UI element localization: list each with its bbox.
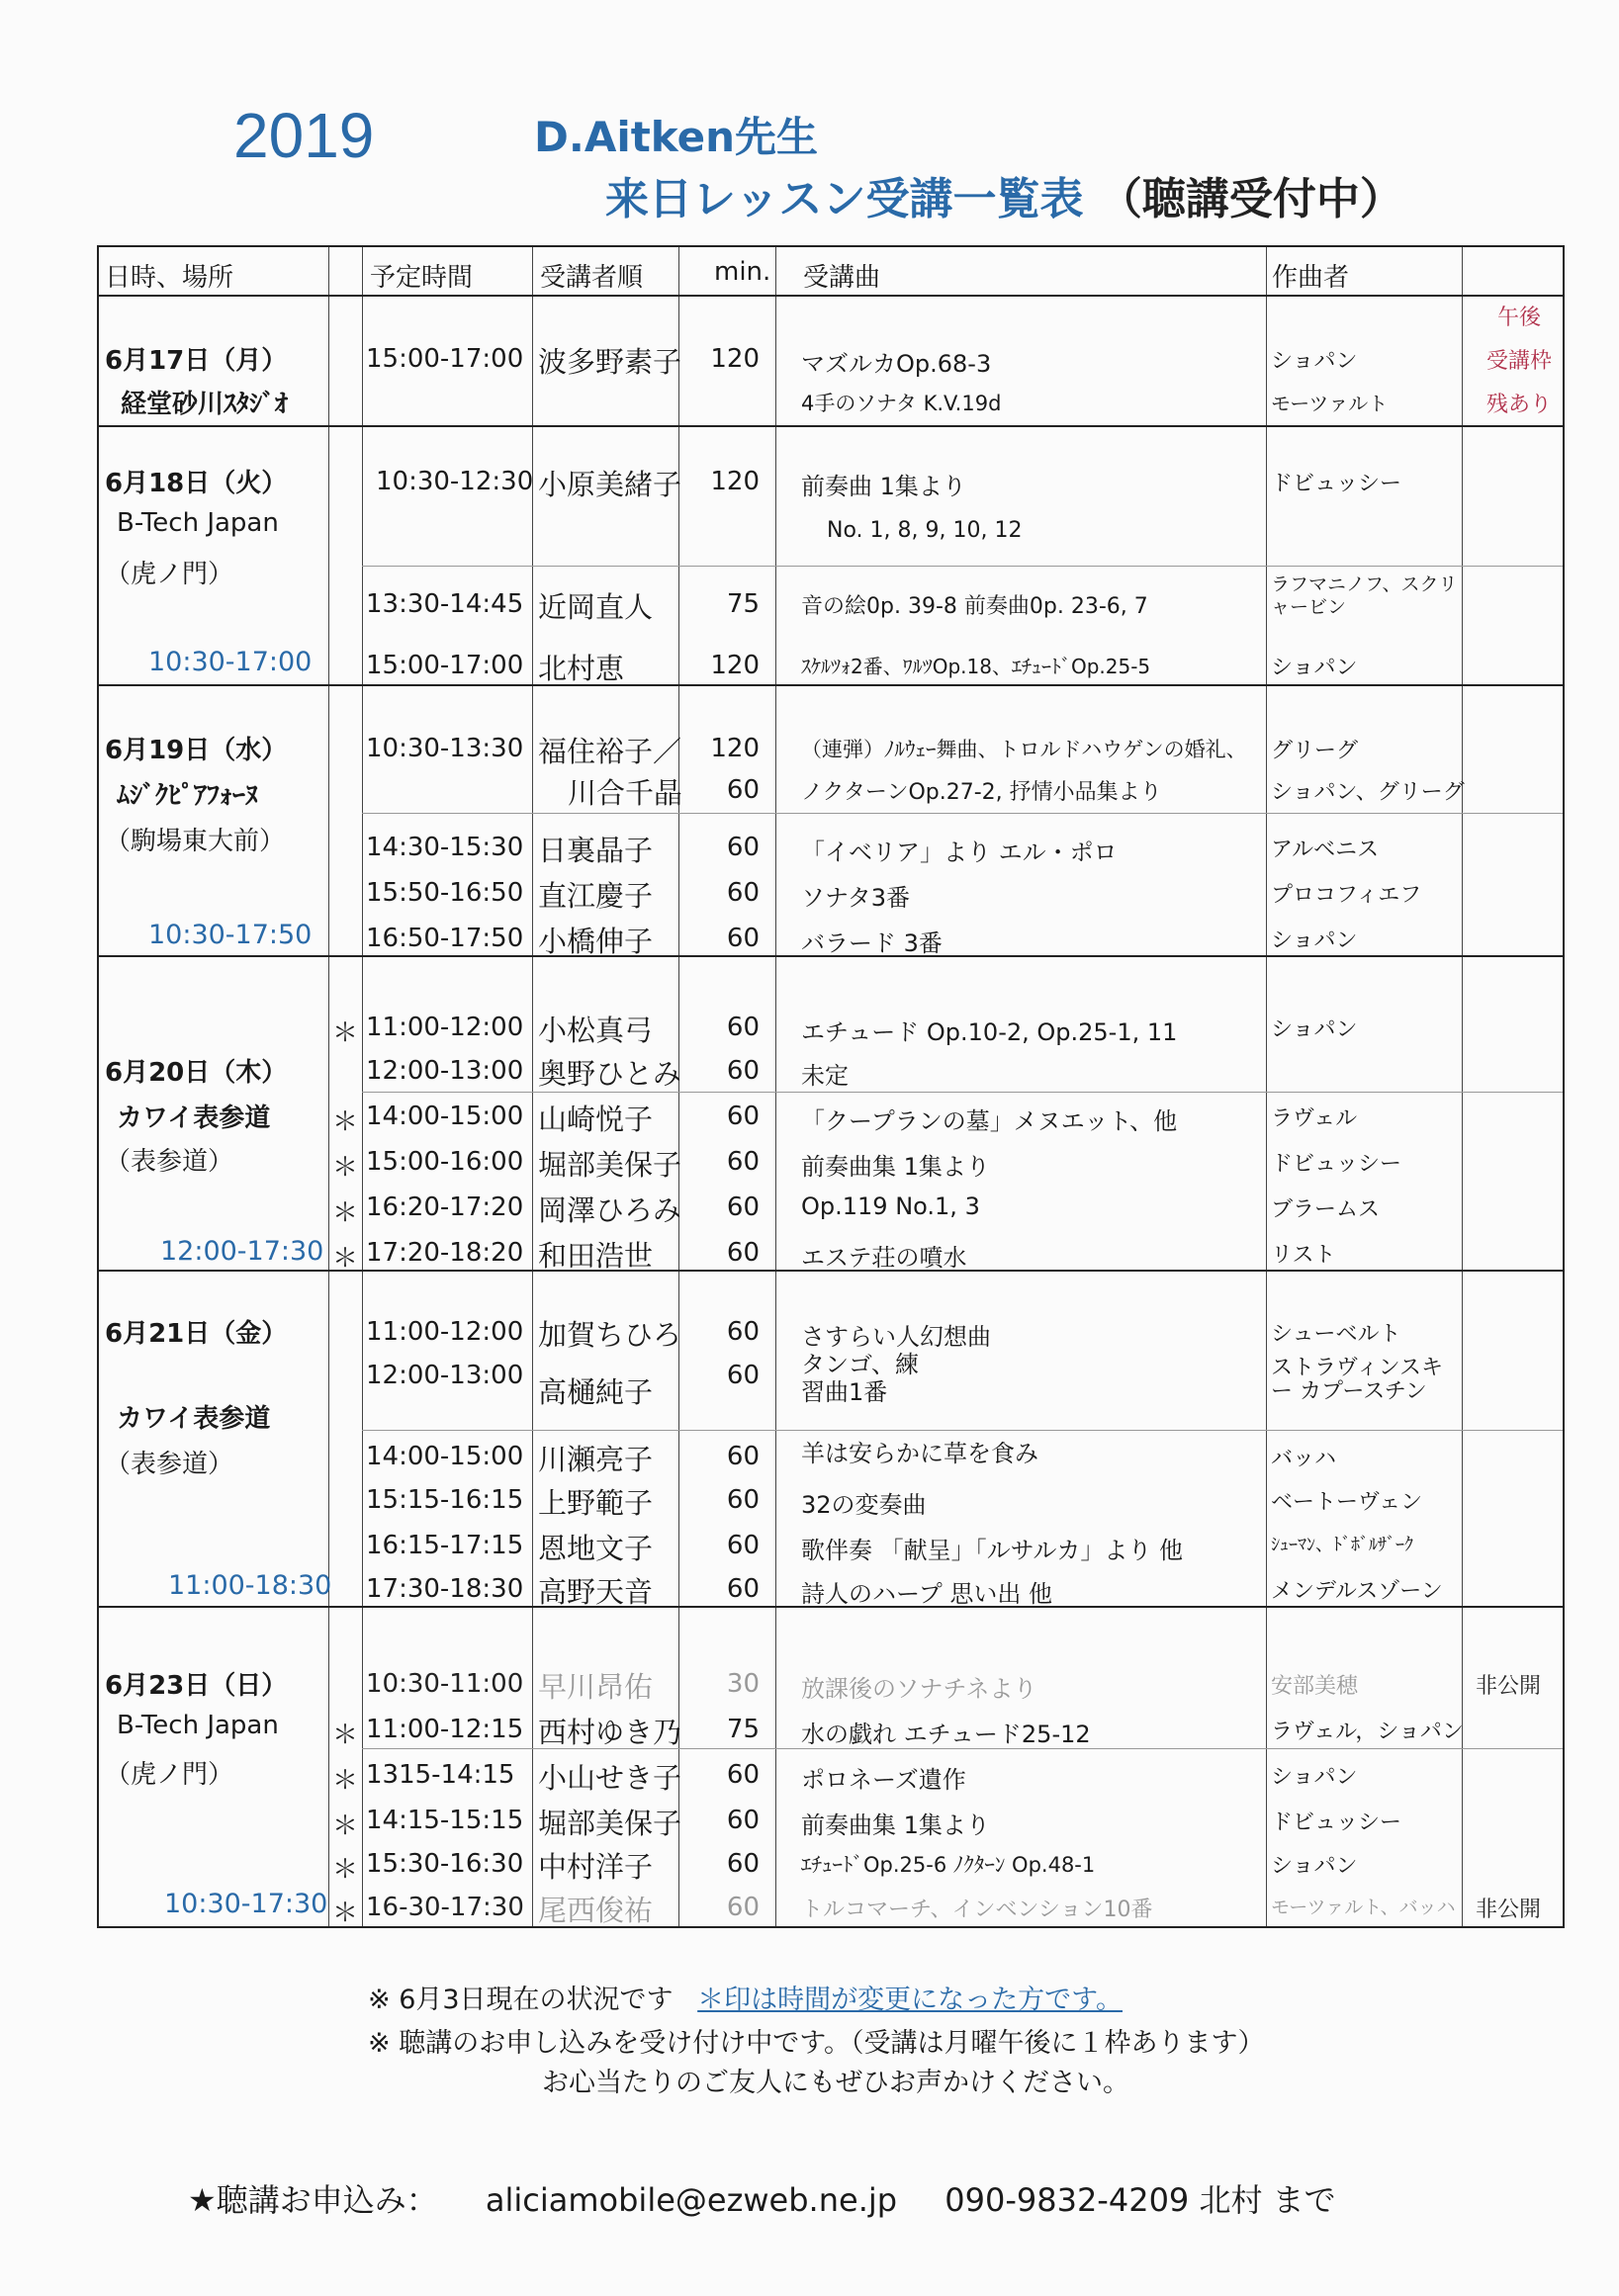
lesson-minutes: 60 <box>726 775 760 805</box>
lesson-minutes: 60 <box>726 1056 760 1086</box>
lesson-minutes: 60 <box>726 1806 760 1835</box>
section-place: ﾑｼﾞｸﾋﾟｱﾌｫｰﾇ <box>117 781 259 811</box>
table-row <box>99 514 1563 554</box>
lesson-composer: プロコフィエフ <box>1271 883 1422 908</box>
lesson-minutes: 60 <box>726 1849 760 1879</box>
lesson-time: 17:30-18:30 <box>366 1574 524 1604</box>
lesson-table <box>97 245 1565 1928</box>
page-title <box>605 163 1403 226</box>
section-place: カワイ表参道 <box>117 1104 271 1133</box>
table-row <box>99 1711 1563 1750</box>
table-row <box>99 1234 1563 1274</box>
lesson-minutes: 60 <box>726 1485 760 1515</box>
table-row <box>99 1756 1563 1796</box>
lesson-composer: ショパン <box>1271 1765 1358 1790</box>
lesson-minutes: 30 <box>726 1669 760 1699</box>
student-name: 波多野素子 <box>538 345 682 379</box>
footer-note-2: ※ 聴講のお申し込みを受け付け中です。（受講は月曜午後に１枠あります） <box>368 2028 1265 2059</box>
section-place: （虎ノ門） <box>105 560 234 589</box>
lesson-time: 13:30-14:45 <box>366 589 524 619</box>
table-row <box>99 730 1563 769</box>
table-row <box>99 1351 1563 1409</box>
lesson-minutes: 60 <box>726 924 760 953</box>
footer-note-3: お心当たりのご友人にもぜひお声かけください。 <box>542 2068 1129 2098</box>
student-name: 和田浩世 <box>538 1239 654 1273</box>
table-row <box>99 1313 1563 1353</box>
student-name: 高野天音 <box>538 1575 654 1609</box>
lesson-composer: グリーグ <box>1271 739 1359 763</box>
contact-label: ★聴講お申込み： <box>188 2181 438 2219</box>
table-row <box>99 463 1563 502</box>
table-row <box>99 1527 1563 1566</box>
lesson-time: 10:30-12:30 <box>376 467 534 496</box>
lesson-composer: ドビュッシー <box>1271 1152 1402 1177</box>
section-june-17 <box>99 297 1563 427</box>
section-hours: 11:00-18:30 <box>168 1570 332 1601</box>
lesson-piece: エステ荘の噴水 <box>801 1244 967 1272</box>
student-name: 北村恵 <box>538 652 625 685</box>
section-note: 受講枠 <box>1485 349 1552 374</box>
section-place: B-Tech Japan <box>117 1711 279 1740</box>
lesson-minutes: 60 <box>726 1102 760 1131</box>
lesson-composer: リスト <box>1271 1243 1336 1268</box>
section-june-23 <box>99 1608 1563 1930</box>
lesson-minutes: 60 <box>726 833 760 862</box>
lesson-time: 14:30-15:30 <box>366 833 524 862</box>
student-name: 高樋純子 <box>538 1375 654 1409</box>
table-row <box>99 1889 1563 1928</box>
lesson-time: 14:00-15:00 <box>366 1442 524 1471</box>
table-row <box>99 1098 1563 1137</box>
lesson-composer: ショパン、グリーグ <box>1271 780 1465 805</box>
table-row <box>99 829 1563 868</box>
change-mark: ＊ <box>332 1855 359 1885</box>
change-mark: ＊ <box>332 1766 359 1796</box>
change-mark: ＊ <box>332 1244 359 1274</box>
change-mark: ＊ <box>332 1721 359 1750</box>
table-row <box>99 1052 1563 1092</box>
student-name: 小原美緒子 <box>538 468 682 501</box>
section-june-19 <box>99 686 1563 957</box>
lesson-piece: ノクターンOp.27-2, 抒情小品集より <box>801 780 1162 805</box>
contact-email[interactable]: aliciamobile@ezweb.ne.jp <box>485 2181 898 2219</box>
header-date-place: 日時、場所 <box>105 263 234 293</box>
lesson-minutes: 60 <box>726 1574 760 1604</box>
change-mark: ＊ <box>332 1153 359 1183</box>
student-name: 小山せき子 <box>538 1761 682 1795</box>
lesson-time: 14:00-15:00 <box>366 1102 524 1131</box>
lesson-minutes: 60 <box>726 1760 760 1790</box>
lesson-piece: 32の変奏曲 <box>801 1491 927 1519</box>
lesson-time: 15:50-16:50 <box>366 878 524 908</box>
page-title-main: 来日レッスン受講一覧表 <box>605 174 1084 224</box>
contact-line <box>188 2175 1374 2221</box>
lesson-minutes: 120 <box>710 344 760 374</box>
page-title-teacher: D.Aitken先生 <box>534 113 818 161</box>
student-name: 西村ゆき乃 <box>538 1716 682 1749</box>
lesson-piece: さすらい人幻想曲 <box>801 1323 991 1351</box>
lesson-composer: ドビュッシー <box>1271 472 1402 496</box>
header-piece: 受講曲 <box>803 263 881 293</box>
lesson-piece: ｴﾁｭｰﾄﾞOp.25-6 ﾉｸﾀｰﾝ Op.48-1 <box>801 1853 1096 1877</box>
header-min: min. <box>714 257 771 287</box>
lesson-piece: 「クープランの墓」メヌエット、他 <box>801 1107 1178 1135</box>
change-mark: ＊ <box>332 1107 359 1137</box>
student-name: 近岡直人 <box>538 590 654 624</box>
lesson-composer: ブラームス <box>1271 1197 1381 1222</box>
student-name: 川瀬亮子 <box>538 1443 654 1476</box>
section-date: 6月17日（月） <box>105 346 288 376</box>
lesson-composer: バッハ <box>1271 1447 1337 1471</box>
student-name: 小橋伸子 <box>538 925 654 958</box>
lesson-piece: ソナタ3番 <box>801 884 911 912</box>
table-row <box>99 1009 1563 1048</box>
section-date: 6月18日（火） <box>105 469 288 498</box>
lesson-time: 16-30-17:30 <box>366 1893 524 1922</box>
section-place: （虎ノ門） <box>105 1760 234 1790</box>
table-row <box>99 384 1563 423</box>
table-row <box>99 340 1563 380</box>
student-name: 日裏晶子 <box>538 834 654 867</box>
lesson-time: 16:50-17:50 <box>366 924 524 953</box>
lesson-composer: 安部美穂 <box>1271 1674 1359 1699</box>
private-note: 非公開 <box>1476 1898 1542 1922</box>
lesson-piece: 羊は安らかに草を食み <box>801 1440 1038 1467</box>
lesson-minutes: 60 <box>726 1192 760 1222</box>
lesson-time: 10:30-13:30 <box>366 734 524 763</box>
lesson-piece: トルコマーチ、インベンション10番 <box>801 1898 1153 1922</box>
section-date: 6月20日（木） <box>105 1058 288 1088</box>
change-mark: ＊ <box>332 1018 359 1048</box>
private-note: 非公開 <box>1476 1674 1542 1699</box>
lesson-time: 14:15-15:15 <box>366 1806 524 1835</box>
table-row <box>99 647 1563 686</box>
lesson-piece: マズルカOp.68-3 <box>801 350 992 378</box>
section-hours: 10:30-17:50 <box>148 920 313 950</box>
lesson-piece: 水の戯れ エチュード25-12 <box>801 1721 1091 1748</box>
section-june-20 <box>99 957 1563 1272</box>
lesson-time: 15:30-16:30 <box>366 1849 524 1879</box>
header-student: 受講者順 <box>540 263 644 293</box>
footer-note-1 <box>368 1978 1123 2016</box>
section-place: B-Tech Japan <box>117 508 279 538</box>
section-hours: 10:30-17:30 <box>164 1889 328 1919</box>
section-note: 残あり <box>1485 393 1552 417</box>
table-row <box>99 1570 1563 1610</box>
contact-phone: 090-9832-4209 北村 まで <box>944 2181 1336 2219</box>
change-mark: ＊ <box>332 1811 359 1841</box>
lesson-piece: 音の絵0p. 39-8 前奏曲0p. 23-6, 7 <box>801 594 1148 619</box>
student-name: 直江慶子 <box>538 879 654 913</box>
lesson-composer: ショパン <box>1271 1017 1358 1042</box>
table-row <box>99 1481 1563 1521</box>
section-june-18 <box>99 427 1563 686</box>
lesson-composer: モーツァルト、バッハ <box>1271 1897 1456 1918</box>
lesson-composer: メンデルスゾーン <box>1271 1579 1443 1604</box>
lesson-piece: ｽｹﾙﾂｫ2番、ﾜﾙﾂOp.18、ｴﾁｭｰﾄﾞOp.25-5 <box>801 655 1151 678</box>
lesson-piece: 「イベリア」より エル・ポロ <box>801 839 1118 866</box>
lesson-composer: ショパン <box>1271 349 1358 374</box>
lesson-time: 11:00-12:00 <box>366 1013 524 1042</box>
lesson-minutes: 120 <box>710 734 760 763</box>
lesson-minutes: 75 <box>726 589 760 619</box>
lesson-composer: モーツァルト <box>1271 392 1389 415</box>
lesson-piece: 未定 <box>801 1062 849 1090</box>
table-row <box>99 920 1563 959</box>
table-row <box>99 874 1563 914</box>
lesson-time: 15:00-16:00 <box>366 1147 524 1177</box>
lesson-minutes: 60 <box>726 1442 760 1471</box>
table-row <box>99 1802 1563 1841</box>
table-row <box>99 1845 1563 1885</box>
section-place: （表参道） <box>105 1147 234 1177</box>
section-date: 6月19日（水） <box>105 736 288 765</box>
lesson-time: 16:15-17:15 <box>366 1531 524 1560</box>
lesson-time: 15:15-16:15 <box>366 1485 524 1515</box>
lesson-minutes: 60 <box>726 1013 760 1042</box>
lesson-time: 15:00-17:00 <box>366 344 524 374</box>
lesson-composer: ラヴェル，ショパン <box>1271 1720 1464 1744</box>
table-row <box>99 1189 1563 1228</box>
lesson-piece: No. 1, 8, 9, 10, 12 <box>827 518 1023 543</box>
lesson-composer: ラフマニノフ、スクリャービン <box>1271 574 1458 618</box>
table-row <box>99 771 1563 811</box>
student-name: 岡澤ひろみ <box>538 1193 682 1227</box>
student-name: 加賀ちひろ <box>538 1318 682 1352</box>
lesson-composer: ラヴェル <box>1271 1106 1358 1131</box>
student-name: 福住裕子／ <box>538 735 682 768</box>
page-year: 2019 <box>233 100 375 171</box>
lesson-minutes: 60 <box>726 1238 760 1268</box>
student-name: 恩地文子 <box>538 1532 654 1565</box>
lesson-time: 12:00-13:00 <box>366 1056 524 1086</box>
section-date: 6月21日（金） <box>105 1319 288 1349</box>
lesson-time: 11:00-12:00 <box>366 1317 524 1347</box>
student-name: 上野範子 <box>538 1486 654 1520</box>
lesson-piece: 前奏曲 1集より <box>801 473 966 500</box>
section-note: 午後 <box>1496 306 1541 330</box>
lesson-minutes: 120 <box>710 467 760 496</box>
lesson-composer: シューベルト <box>1271 1322 1401 1347</box>
student-name: 山崎悦子 <box>538 1103 654 1136</box>
lesson-composer: アルベニス <box>1271 838 1380 862</box>
lesson-minutes: 60 <box>726 1531 760 1560</box>
lesson-minutes: 120 <box>710 651 760 680</box>
section-hours: 12:00-17:30 <box>160 1236 324 1267</box>
lesson-piece: 前奏曲集 1集より <box>801 1153 990 1181</box>
footer-star-legend: ＊印は時間が変更になった方です。 <box>697 1985 1123 2015</box>
footer-status: ※ 6月3日現在の状況です <box>368 1985 674 2015</box>
section-hours: 10:30-17:00 <box>148 647 313 677</box>
lesson-piece: 4手のソナタ K.V.19d <box>801 392 1002 415</box>
table-row <box>99 1438 1563 1477</box>
student-name: 中村洋子 <box>538 1850 654 1884</box>
lesson-piece: タンゴ、練習曲1番 <box>801 1351 920 1406</box>
section-june-21 <box>99 1272 1563 1608</box>
lesson-piece: バラード 3番 <box>801 929 943 957</box>
lesson-time: 16:20-17:20 <box>366 1192 524 1222</box>
table-row <box>99 1665 1563 1705</box>
lesson-time: 15:00-17:00 <box>366 651 524 680</box>
table-row <box>99 1143 1563 1183</box>
student-name: 早川昂佑 <box>538 1670 654 1704</box>
lesson-piece: エチュード Op.10-2, Op.25-1, 11 <box>801 1018 1178 1046</box>
student-name: 堀部美保子 <box>538 1148 682 1182</box>
lesson-minutes: 60 <box>726 1317 760 1347</box>
lesson-composer: ｼｭｰﾏﾝ、ﾄﾞﾎﾞﾙｻﾞｰｸ <box>1271 1535 1413 1555</box>
student-name: 川合千晶 <box>568 776 683 810</box>
header-composer: 作曲者 <box>1272 263 1350 293</box>
lesson-piece: 詩人のハープ 思い出 他 <box>801 1580 1053 1608</box>
header-time: 予定時間 <box>370 263 474 293</box>
lesson-composer: ショパン <box>1271 656 1358 680</box>
lesson-piece: （連弾）ﾉﾙｳｪｰ舞曲、トロルドハウゲンの婚礼、 <box>801 738 1247 761</box>
lesson-piece: 歌伴奏 「献呈」「ルサルカ」より 他 <box>801 1537 1184 1564</box>
lesson-time: 11:00-12:15 <box>366 1715 524 1744</box>
lesson-minutes: 60 <box>726 1893 760 1922</box>
lesson-piece: Op.119 No.1, 3 <box>801 1192 980 1220</box>
section-place: カワイ表参道 <box>117 1404 271 1434</box>
lesson-time: 10:30-11:00 <box>366 1669 524 1699</box>
student-name: 堀部美保子 <box>538 1807 682 1840</box>
lesson-piece: 前奏曲集 1集より <box>801 1811 990 1839</box>
lesson-piece: 放課後のソナチネより <box>801 1675 1037 1703</box>
lesson-time: 12:00-13:00 <box>366 1361 524 1390</box>
lesson-composer: ショパン <box>1271 1854 1358 1879</box>
student-name: 奥野ひとみ <box>538 1057 682 1091</box>
lesson-composer: ドビュッシー <box>1271 1810 1402 1835</box>
lesson-minutes: 60 <box>726 1361 760 1390</box>
lesson-time: 1315-14:15 <box>366 1760 515 1790</box>
lesson-piece: ポロネーズ遺作 <box>801 1766 966 1794</box>
student-name: 尾西俊祐 <box>538 1894 654 1927</box>
section-date: 6月23日（日） <box>105 1671 288 1701</box>
lesson-composer: ショパン <box>1271 928 1358 953</box>
lesson-minutes: 75 <box>726 1715 760 1744</box>
page-title-paren: （聴講受付中） <box>1098 174 1403 224</box>
change-mark: ＊ <box>332 1899 359 1928</box>
lesson-minutes: 60 <box>726 878 760 908</box>
section-place: （表参道） <box>105 1450 234 1479</box>
lesson-composer: ストラヴィンスキー カプースチン <box>1271 1356 1444 1404</box>
table-header <box>99 247 1563 297</box>
section-place: （駒場東大前） <box>105 827 286 856</box>
section-place: 経堂砂川ｽﾀｼﾞｵ <box>121 390 289 419</box>
lesson-minutes: 60 <box>726 1147 760 1177</box>
lesson-composer: ベートーヴェン <box>1271 1490 1423 1515</box>
student-name: 小松真弓 <box>538 1014 654 1047</box>
change-mark: ＊ <box>332 1198 359 1228</box>
lesson-time: 17:20-18:20 <box>366 1238 524 1268</box>
